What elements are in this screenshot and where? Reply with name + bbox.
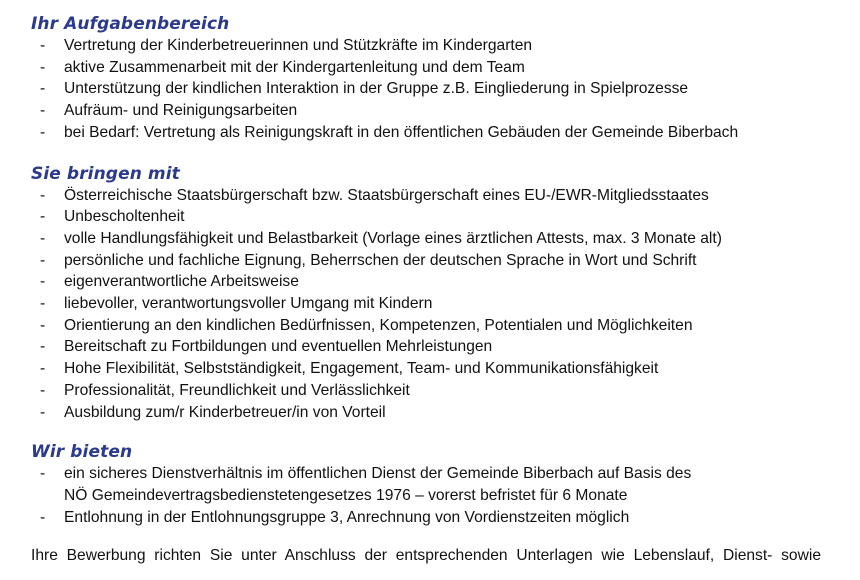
section-heading: Sie bringen mit bbox=[31, 163, 180, 184]
list-item: - Unbescholtenheit bbox=[40, 208, 185, 226]
offer-list bbox=[31, 463, 860, 528]
list-item: - Vertretung der Kinderbetreuerinnen und Stützkräfte im Kindergarten bbox=[40, 37, 533, 54]
list-item: - Professionalität, Freundlichkeit und Verlässlichkeit bbox=[40, 381, 410, 399]
list-item: - Aufräum- und Reinigungsarbeiten bbox=[40, 102, 298, 120]
list-item: - ein sicheres Dienstverhältnis im öffentlichen Dienst der Gemeinde Biberbach auf Basis des NÖ Gemeindevertragsbedienstetengesetzes 1976 – vorerst befristet für 6 Monate bbox=[40, 465, 692, 504]
requirements-list bbox=[31, 185, 860, 424]
section-heading: Wir bieten bbox=[31, 442, 133, 463]
list-item: - volle Handlungsfähigkeit und Belastbarkeit (Vorlage eines ärztlichen Attests, max. 3 Monate alt) bbox=[40, 229, 722, 247]
list-item: - Ausbildung zum/r Kinderbetreuer/in von Vorteil bbox=[40, 403, 386, 421]
list-item: - Orientierung an den kindlichen Bedürfnissen, Kompetenzen, Potentialen und Möglichkeiten bbox=[40, 316, 693, 334]
section-wir-bieten bbox=[31, 441, 860, 528]
section-aufgabenbereich bbox=[31, 0, 860, 144]
spacer bbox=[0, 423, 860, 441]
list-item: - aktive Zusammenarbeit mit der Kindergartenleitung und dem Team bbox=[40, 58, 525, 76]
closing-paragraph: Ihre Bewerbung richten Sie unter Anschluss der entsprechenden Unterlagen wie Lebenslauf, Dienst- sowie bbox=[31, 547, 821, 565]
list-item: - Entlohnung in der Entlohnungsgruppe 3, Anrechnung von Vordienstzeiten möglich bbox=[40, 508, 630, 526]
list-item: - Unterstützung der kindlichen Interaktion in der Gruppe z.B. Eingliederung in Spielprozesse bbox=[40, 80, 689, 98]
task-list bbox=[31, 35, 860, 144]
spacer bbox=[0, 144, 860, 163]
list-item: - eigenverantwortliche Arbeitsweise bbox=[40, 273, 299, 291]
list-item: - persönliche und fachliche Eignung, Beherrschen der deutschen Sprache in Wort und Schrift bbox=[40, 251, 697, 269]
section-sie-bringen-mit bbox=[31, 163, 860, 424]
section-heading: Ihr Aufgabenbereich bbox=[31, 14, 230, 34]
list-item: - Hohe Flexibilität, Selbstständigkeit, Engagement, Team- und Kommunikationsfähigkeit bbox=[40, 360, 659, 378]
list-item: - Bereitschaft zu Fortbildungen und eventuellen Mehrleistungen bbox=[40, 338, 493, 356]
list-item: - Österreichische Staatsbürgerschaft bzw. Staatsbürgerschaft eines EU-/EWR-Mitgliedsstaates bbox=[40, 186, 709, 204]
spacer bbox=[0, 528, 860, 545]
list-item: - liebevoller, verantwortungsvoller Umgang mit Kindern bbox=[40, 295, 433, 313]
list-item: - bei Bedarf: Vertretung als Reinigungskraft in den öffentlichen Gebäuden der Gemeinde Biberbach bbox=[40, 123, 739, 141]
